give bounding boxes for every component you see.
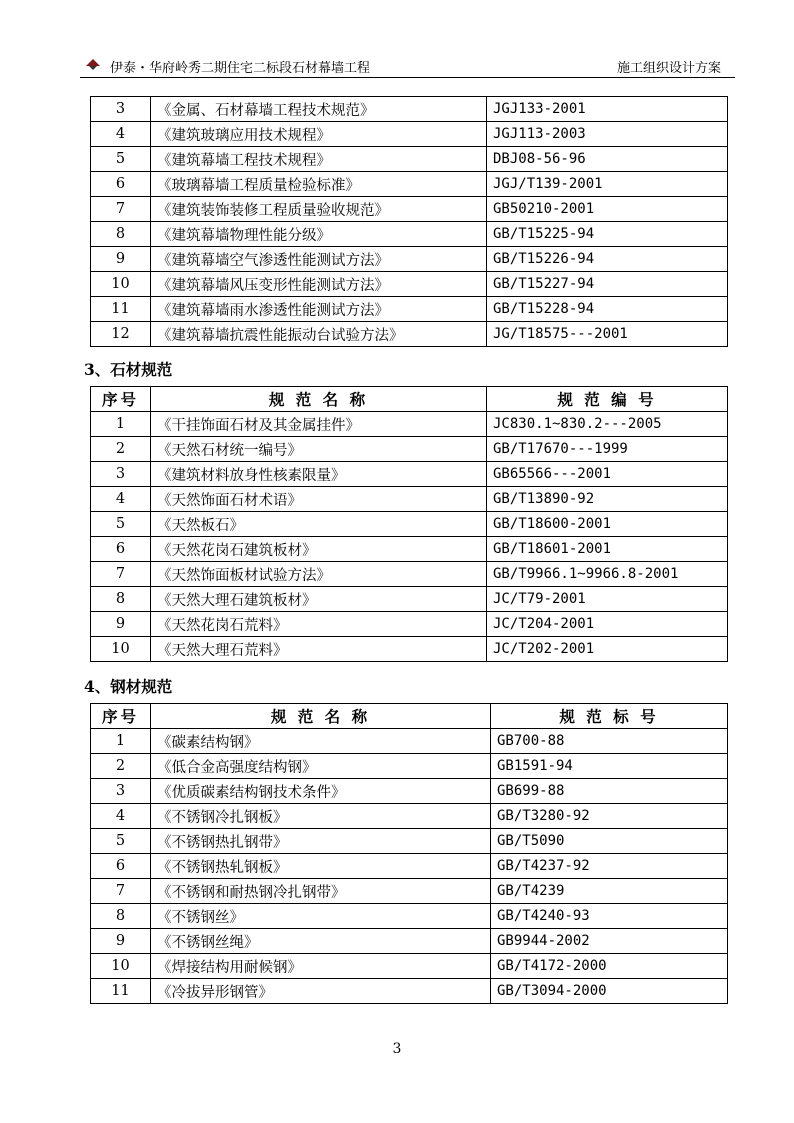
standard-name: 《建筑材料放身性核素限量》 [151,462,487,487]
row-number: 10 [91,637,151,662]
standard-name: 《天然石材统一编号》 [151,437,487,462]
standard-code: GB/T4237-92 [491,854,728,879]
standard-name: 《干挂饰面石材及其金属挂件》 [151,412,487,437]
column-header: 规 范 编 号 [487,387,728,412]
table-row [91,197,728,222]
standard-name: 《不锈钢冷扎钢板》 [151,804,491,829]
header-divider [80,77,735,78]
table-row [91,929,728,954]
steel-standards-table [90,703,728,1004]
standard-name: 《天然饰面石材术语》 [151,487,487,512]
table-row [91,562,728,587]
row-number: 3 [91,97,151,122]
page-number: 3 [392,1041,402,1057]
standard-code: GB/T18601-2001 [487,537,728,562]
row-number: 9 [91,929,151,954]
standard-name: 《不锈钢丝绳》 [151,929,491,954]
standard-name: 《天然大理石建筑板材》 [151,587,487,612]
row-number: 6 [91,172,151,197]
standard-code: GB/T4240-93 [491,904,728,929]
header-doc-title: 施工组织设计方案 [616,61,721,76]
table-row [91,612,728,637]
table-row [91,412,728,437]
standard-code: JC/T202-2001 [487,637,728,662]
table-row [91,637,728,662]
standard-code: GB/T3094-2000 [491,979,728,1004]
standard-code: GB/T15226-94 [487,247,728,272]
standard-name: 《天然大理石荒料》 [151,637,487,662]
table-row [91,487,728,512]
standard-code: GB/T5090 [491,829,728,854]
section-4-title: 4、钢材规范 [84,677,173,696]
row-number: 11 [91,297,151,322]
table-row [91,729,728,754]
row-number: 1 [91,729,151,754]
standard-code: JGJ133-2001 [487,97,728,122]
table-row [91,954,728,979]
standard-code: JC/T204-2001 [487,612,728,637]
standard-name: 《碳素结构钢》 [151,729,491,754]
table-row [91,587,728,612]
table-row [91,222,728,247]
company-logo-icon [84,56,102,74]
column-header: 规 范 名 称 [151,704,491,729]
table-row [91,437,728,462]
row-number: 1 [91,412,151,437]
standard-code: GB/T9966.1~9966.8-2001 [487,562,728,587]
row-number: 9 [91,612,151,637]
row-number: 12 [91,322,151,347]
standard-name: 《天然花岗石建筑板材》 [151,537,487,562]
standard-name: 《优质碳素结构钢技术条件》 [151,779,491,804]
table-row [91,879,728,904]
table-row [91,779,728,804]
table-header-row [91,387,728,412]
standard-code: GB/T15228-94 [487,297,728,322]
row-number: 7 [91,879,151,904]
column-header: 序号 [91,387,151,412]
row-number: 2 [91,437,151,462]
table-row [91,147,728,172]
row-number: 4 [91,487,151,512]
row-number: 8 [91,587,151,612]
table-row [91,804,728,829]
standard-code: GB/T15225-94 [487,222,728,247]
table-row [91,122,728,147]
row-number: 8 [91,222,151,247]
row-number: 6 [91,854,151,879]
row-number: 4 [91,804,151,829]
row-number: 3 [91,779,151,804]
standard-name: 《天然板石》 [151,512,487,537]
row-number: 9 [91,247,151,272]
table-row [91,272,728,297]
standard-name: 《建筑幕墙雨水渗透性能测试方法》 [151,297,487,322]
row-number: 10 [91,954,151,979]
standard-code: GB/T4172-2000 [491,954,728,979]
standard-code: JGJ113-2003 [487,122,728,147]
standard-code: GB/T17670---1999 [487,437,728,462]
column-header: 规 范 名 称 [151,387,487,412]
row-number: 11 [91,979,151,1004]
row-number: 5 [91,147,151,172]
table-row [91,297,728,322]
standard-code: GB/T13890-92 [487,487,728,512]
standard-code: GB9944-2002 [491,929,728,954]
row-number: 3 [91,462,151,487]
section-3-title: 3、石材规范 [84,360,173,379]
standard-code: GB50210-2001 [487,197,728,222]
table-row [91,829,728,854]
standards-table-continued [90,96,728,347]
page-header [80,52,735,78]
standard-name: 《建筑装饰装修工程质量验收规范》 [151,197,487,222]
row-number: 5 [91,512,151,537]
standard-code: GB65566---2001 [487,462,728,487]
table-row [91,854,728,879]
standard-name: 《冷拔异形钢管》 [151,979,491,1004]
row-number: 6 [91,537,151,562]
standard-name: 《天然花岗石荒料》 [151,612,487,637]
standard-name: 《天然饰面板材试验方法》 [151,562,487,587]
standard-code: JG/T18575---2001 [487,322,728,347]
standard-name: 《建筑幕墙风压变形性能测试方法》 [151,272,487,297]
standard-name: 《建筑幕墙工程技术规程》 [151,147,487,172]
table-row [91,172,728,197]
standard-code: GB/T18600-2001 [487,512,728,537]
standard-code: GB1591-94 [491,754,728,779]
column-header: 规 范 标 号 [491,704,728,729]
standard-code: GB700-88 [491,729,728,754]
standard-code: GB699-88 [491,779,728,804]
table-row [91,512,728,537]
standard-name: 《不锈钢热轧钢板》 [151,854,491,879]
table-row [91,322,728,347]
header-project-title: 伊泰・华府岭秀二期住宅二标段石材幕墙工程 [110,61,371,76]
table-row [91,97,728,122]
standard-name: 《不锈钢丝》 [151,904,491,929]
standard-code: JC830.1~830.2---2005 [487,412,728,437]
column-header: 序号 [91,704,151,729]
table-header-row [91,704,728,729]
standard-name: 《低合金高强度结构钢》 [151,754,491,779]
standard-name: 《建筑玻璃应用技术规程》 [151,122,487,147]
row-number: 5 [91,829,151,854]
standard-name: 《玻璃幕墙工程质量检验标准》 [151,172,487,197]
row-number: 2 [91,754,151,779]
table-row [91,979,728,1004]
stone-standards-table [90,386,728,662]
table-row [91,247,728,272]
standard-name: 《金属、石材幕墙工程技术规范》 [151,97,487,122]
standard-code: GB/T15227-94 [487,272,728,297]
row-number: 10 [91,272,151,297]
standard-code: DBJ08-56-96 [487,147,728,172]
row-number: 7 [91,562,151,587]
standard-code: JGJ/T139-2001 [487,172,728,197]
standard-name: 《建筑幕墙物理性能分级》 [151,222,487,247]
row-number: 4 [91,122,151,147]
standard-name: 《不锈钢和耐热钢冷扎钢带》 [151,879,491,904]
table-row [91,754,728,779]
standard-code: JC/T79-2001 [487,587,728,612]
standard-name: 《焊接结构用耐候钢》 [151,954,491,979]
table-row [91,904,728,929]
table-row [91,462,728,487]
table-row [91,537,728,562]
standard-name: 《建筑幕墙抗震性能振动台试验方法》 [151,322,487,347]
row-number: 8 [91,904,151,929]
standard-code: GB/T3280-92 [491,804,728,829]
standard-code: GB/T4239 [491,879,728,904]
row-number: 7 [91,197,151,222]
standard-name: 《建筑幕墙空气渗透性能测试方法》 [151,247,487,272]
standard-name: 《不锈钢热扎钢带》 [151,829,491,854]
